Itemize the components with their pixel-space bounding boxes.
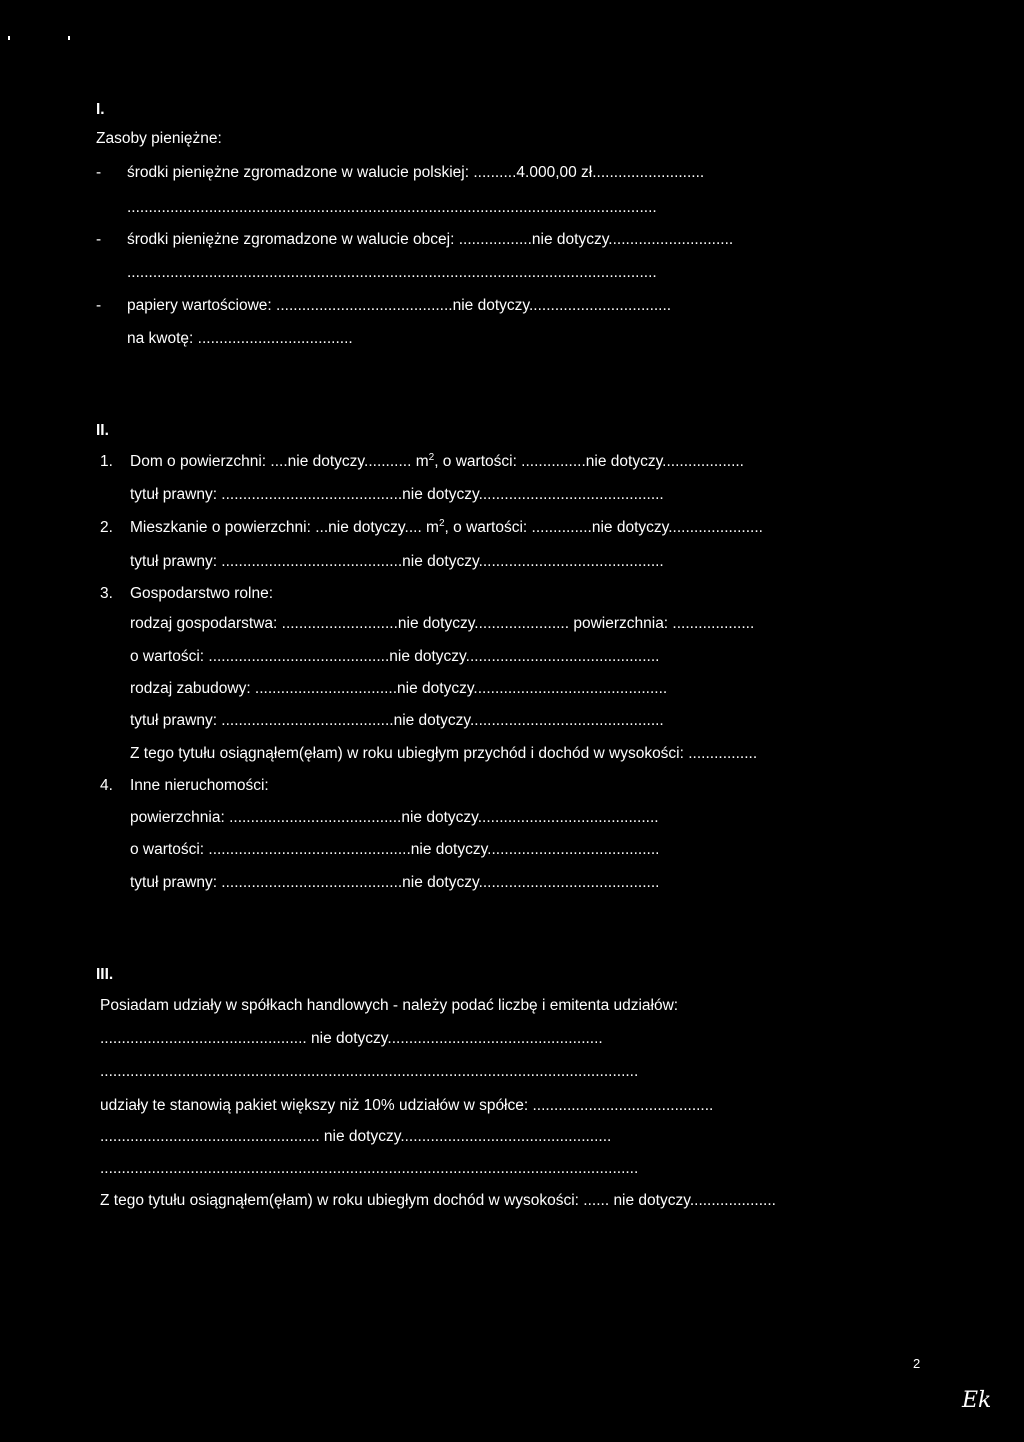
section-3-heading: III. <box>96 966 114 983</box>
dash: - <box>96 231 102 248</box>
farm-type-line: rodzaj gospodarstwa: ...........................nie dotyczy...................... powierzchnia: ................... <box>130 615 755 632</box>
section-1-heading: I. <box>96 101 105 118</box>
cash-foreign-continuation: ........................................................................................................................... <box>127 264 657 281</box>
flat-area-line: Mieszkanie o powierzchni: ...nie dotyczy.... $m^2$, o wartości: ..............nie dotyczy...................... <box>130 518 763 536</box>
scan-mark-right <box>68 36 70 40</box>
item-number: 1. <box>100 453 113 470</box>
farm-value-line: o wartości: ..........................................nie dotyczy............................................. <box>130 648 660 665</box>
dash: - <box>96 297 102 314</box>
cash-pln-continuation: ........................................................................................................................... <box>127 199 657 216</box>
dash: - <box>96 164 102 181</box>
item-number: 4. <box>100 777 113 794</box>
other-property-legal-title-line: tytuł prawny: ..........................................nie dotyczy.......................................... <box>130 874 660 891</box>
flat-legal-title-line: tytuł prawny: ..........................................nie dotyczy........................................... <box>130 553 664 570</box>
farm-legal-title-line: tytuł prawny: ........................................nie dotyczy............................................. <box>130 712 664 729</box>
cash-pln-line: środki pieniężne zgromadzone w walucie polskiej: ..........4.000,00 zł.......................... <box>127 164 705 181</box>
item-number: 3. <box>100 585 113 602</box>
section-2-heading: II. <box>96 422 109 439</box>
shares-packet-question: udziały te stanowią pakiet większy niż 10% udziałów w spółce: .......................................... <box>100 1097 714 1114</box>
securities-amount-line: na kwotę: .................................... <box>127 330 353 347</box>
scan-mark-left <box>8 36 10 40</box>
securities-line: papiery wartościowe: .........................................nie dotyczy................................. <box>127 297 672 314</box>
farm-buildings-line: rodzaj zabudowy: .................................nie dotyczy............................................. <box>130 680 668 697</box>
other-property-value-line: o wartości: ...............................................nie dotyczy........................................ <box>130 841 660 858</box>
shares-packet-answer-line: ................................................... nie dotyczy................................................. <box>100 1128 612 1145</box>
house-legal-title-line: tytuł prawny: ..........................................nie dotyczy........................................... <box>130 486 664 503</box>
page-number: 2 <box>913 1356 921 1371</box>
shares-answer-line: ................................................ nie dotyczy.................................................. <box>100 1030 603 1047</box>
item-number: 2. <box>100 519 113 536</box>
shares-packet-continuation-line: ............................................................................................................................. <box>100 1160 639 1177</box>
shares-question: Posiadam udziały w spółkach handlowych - należy podać liczbę i emitenta udziałów: <box>100 997 679 1014</box>
shares-continuation-line: ............................................................................................................................. <box>100 1063 639 1080</box>
farm-title: Gospodarstwo rolne: <box>130 585 274 602</box>
other-property-area-line: powierzchnia: ........................................nie dotyczy.......................................... <box>130 809 659 826</box>
other-property-title: Inne nieruchomości: <box>130 777 269 794</box>
house-area-line: Dom o powierzchni: ....nie dotyczy........... $m^2$, o wartości: ...............nie dotyczy................... <box>130 452 744 470</box>
cash-foreign-line: środki pieniężne zgromadzone w walucie obcej: .................nie dotyczy............................. <box>127 231 734 248</box>
handwritten-initials: Ek <box>962 1388 992 1413</box>
section-1-title: Zasoby pieniężne: <box>96 130 222 147</box>
farm-income-line: Z tego tytułu osiągnąłem(ęłam) w roku ubiegłym przychód i dochód w wysokości: ................ <box>130 745 758 762</box>
shares-income-line: Z tego tytułu osiągnąłem(ęłam) w roku ubiegłym dochód w wysokości: ...... nie dotyczy.................... <box>100 1192 776 1209</box>
